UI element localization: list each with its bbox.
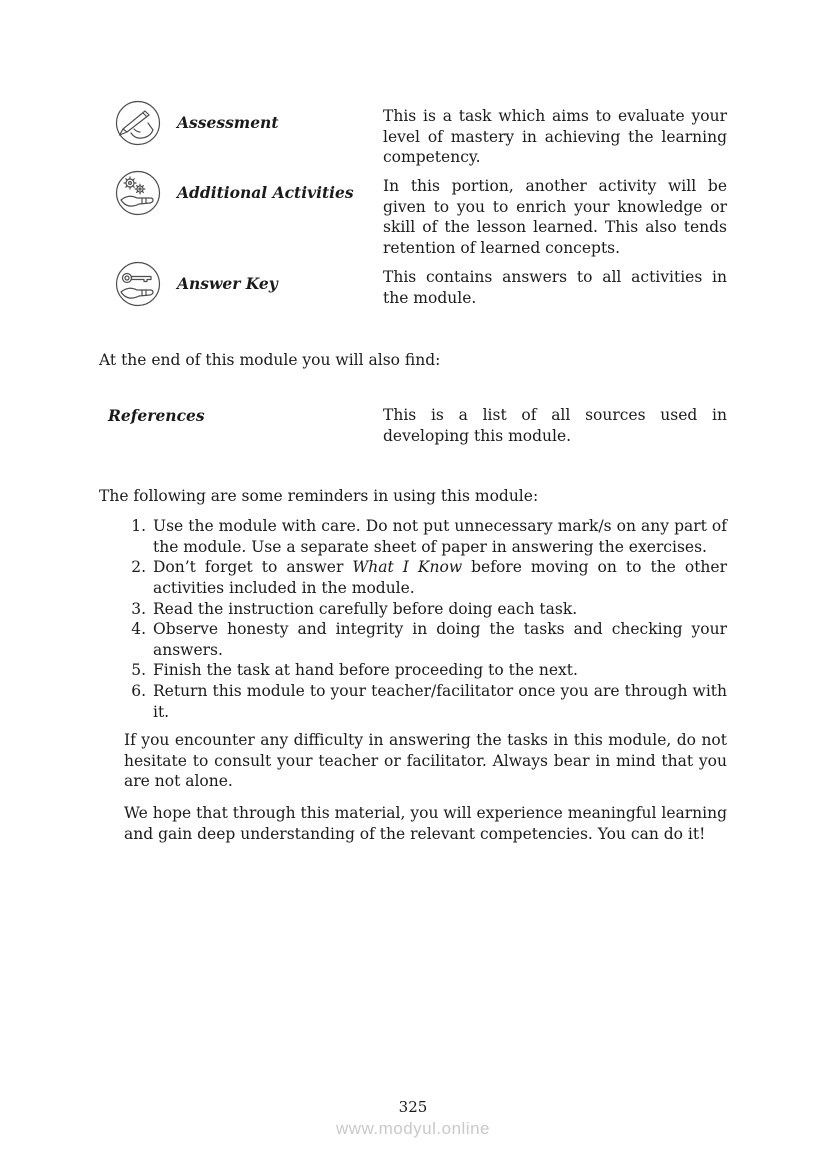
- pen-in-hand-icon: [113, 98, 163, 148]
- page-number: 325: [398, 1098, 428, 1116]
- page-footer: [0, 1098, 826, 1139]
- assessment-label: Assessment: [177, 113, 279, 132]
- reminder-item-6: 6. Return this module to your teacher/facilitator once you are through with it.: [151, 681, 727, 722]
- key-in-hand-icon: [113, 259, 163, 309]
- reminder-item-5: 5. Finish the task at hand before proceeding to the next.: [151, 660, 727, 681]
- also-find-text: At the end of this module you will also find:: [99, 351, 441, 369]
- reminders-heading: The following are some reminders in using this module:: [99, 487, 539, 506]
- reminder-item-3: 3. Read the instruction carefully before doing each task.: [151, 599, 727, 620]
- assessment-row: [99, 98, 727, 168]
- closing-paragraph-2: We hope that through this material, you will experience meaningful learning and gain deep understanding of the relevant competencies. You can do it!: [124, 803, 727, 843]
- closing-paragraph-1: If you encounter any difficulty in answering the tasks in this module, do not hesitate to consult your teacher or facilitator. Always bear in mind that you are not alone.: [124, 731, 727, 791]
- references-row: [99, 405, 727, 446]
- answer-key-label: Answer Key: [177, 274, 278, 293]
- additional-activities-row: [99, 168, 727, 259]
- reminder-item-4: 4. Observe honesty and integrity in doing the tasks and checking your answers.: [151, 619, 727, 660]
- reminders-list: [99, 516, 727, 722]
- references-label: References: [108, 406, 205, 425]
- additional-activities-label: Additional Activities: [177, 183, 354, 202]
- answer-key-row: [99, 259, 727, 309]
- references-description: This is a list of all sources used in developing this module.: [383, 406, 727, 445]
- answer-key-description: This contains answers to all activities in the module.: [383, 268, 727, 307]
- watermark-text: www.modyul.online: [335, 1119, 490, 1138]
- gears-in-hand-icon: [113, 168, 163, 218]
- reminder-item-1: 1. Use the module with care. Do not put unnecessary mark/s on any part of the module. Use a separate sheet of paper in answering the exercises.: [151, 516, 727, 557]
- additional-activities-description: In this portion, another activity will be given to you to enrich your knowledge or skill of the lesson learned. This also tends retention of learned concepts.: [383, 177, 727, 257]
- reminder-item-2: 2. Don’t forget to answer What I Know before moving on to the other activities included in the module.: [151, 557, 727, 598]
- assessment-description: This is a task which aims to evaluate your level of mastery in achieving the learning competency.: [383, 107, 727, 167]
